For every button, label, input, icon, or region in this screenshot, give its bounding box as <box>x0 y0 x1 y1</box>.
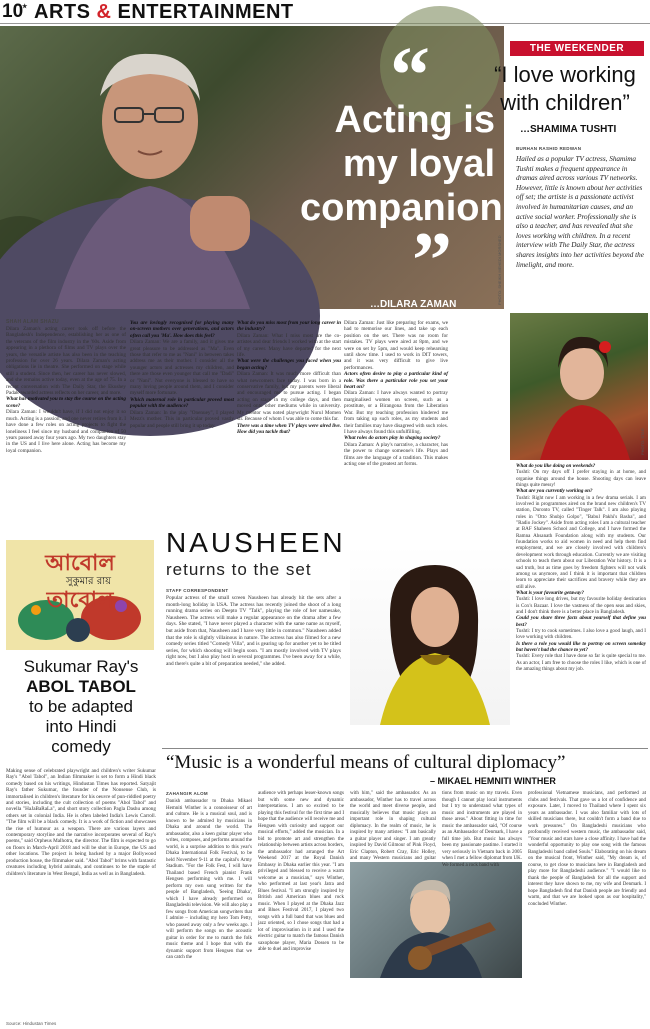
weekender-byline: BURHAN RASHID REDWAN <box>516 146 582 151</box>
abol-headline-line-5: comedy <box>51 737 111 756</box>
music-byline: ZAHANGIR ALOM <box>166 791 208 796</box>
book-author: সুকুমার রায় <box>66 576 112 587</box>
masthead <box>0 0 650 24</box>
music-attribution: – MIKAEL HEMNITI WINTHER <box>430 776 556 786</box>
music-column-3-text: with him," said the ambassador. As an ambassador, Winther has to travel across the world and meet diverse people, and musically believes that music plays an important role in shaping cultural diplomacy. In the realm of music, he is inspired by many artistes: "I am basically a guitar player and singer. I am greatly inspired by David Gilmour of Pink Floyd, Eric Clapton, Robert Cray, Eric Holley, and many Western musicians and guitar <box>350 791 436 861</box>
weekender-attribution: …SHAMIMA TUSHTI <box>520 124 617 135</box>
nausheen-subhead: returns to the set <box>166 560 312 579</box>
page-number: 10 <box>2 1 24 22</box>
music-column-1: Danish ambassador to Dhaka Mikael Hemniti Winther is a connoisseur of art and culture. He is a musical soul, and is known to be admired by musicians in Dhaka and around the world. The ambassador, also a keen guitar player who writes, composes, and performs around the world, is a surprise addition to this year's Dhaka International Folk Festival, to be held November 9-11 at the capital's Army Stadium. "For the Folk Fest, I will have Thailand based French pianist Frank Hengsen performing with me. I will perform my own song written for the people of Bangladesh, 'Seeing Dhaka', which I have already performed on Bangladeshi television. We will also play a few songs from American songwriters that I admire – including my hero Tom Petty, who passed away only a few weeks ago. I will perform the songs on the acoustic guitar in order for me to match the folk music theme and I hope that with the dynamic support from Hengsen that we can catch the <box>166 799 253 960</box>
lead-byline: SHAH ALAM SHAZU <box>6 319 59 325</box>
music-divider <box>162 748 648 749</box>
quote-close-mark: ” <box>412 217 452 305</box>
lead-question: What do you miss most from your long career in the industry? <box>237 320 341 333</box>
weekender-banner: THE WEEKENDER <box>510 41 644 56</box>
abol-tabol-cover <box>6 540 154 650</box>
tushti-photo-credit: PHOTO: STAR <box>640 428 645 455</box>
lead-question: Which maternal role in particular proved most popular with the audience? <box>130 396 234 410</box>
nausheen-photo <box>350 545 510 725</box>
nausheen-body: Popular actress of the small screen Nausheen has already hit the sets after a month-long holiday in USA. The actress has recently joined the shoot of a long running drama series on Deepto TV "Talk", playing the role of her namesake, Nausheen. The actress will make a regular appearance on the drama after a few days. She stated, "I have never played a character with the same name as myself, but aside from that, Nausheen and I have very little in common." Nausheen added that the role is slightly villainous in nature. The actress has also filmed for a new comedy series titled "Comedy Villa", and is gearing up for another yet to be titled series, for which shooting will begin soon. "I am mostly involved with TV plays right now, but I also play host in several programmes. I've been away for a while, and there's quite a bit of preparation needed," she added. <box>166 595 341 667</box>
weekender-question: What are you currently working on? <box>516 488 593 495</box>
music-column-3b <box>350 980 436 1024</box>
music-column-2: audience with perhaps lesser-known songs but with some new and dynamic interpretations. I am so excited to be playing this festival for the first time and I hope that the audience will receive me and Hengsen with curiosity and support our musical efforts," added the musician. In a bid to promote art and strengthen the relationship between artists across borders, the ambassador had arranged the Art Weekend 2017 at the Royal Danish Embassy in Dhaka earlier this year. "I am privileged and blessed to receive a warm welcome as a musician," says Winther, who performed at last year's Jatra and Blues festival. "I am strongly inspired by British and American blues and rock music. When I played at the Dhaka Jazz and Blues Festival 2017, I played two songs with a full band that was blues and jazz oriented, so I chose songs that had a lot of improvisation in it and I used the electric guitar to match the famous Danish saxophone player, Maria Dossen to be able to duel and improvise <box>258 791 344 952</box>
dilara-zaman-photo <box>0 26 504 309</box>
lead-question: What were the challenges you faced when you began acting? <box>237 358 341 371</box>
weekender-answer: Tushti: On my days off I prefer staying in at home, and organise things around the house. Shooting days can leave things quite messy! <box>516 469 646 489</box>
lead-column-2 <box>130 320 234 532</box>
abol-headline-line-4: into Hindi <box>45 717 117 736</box>
weekender-answer: Tushti: I love long drives, but my favourite holiday destination is Cox's Bazaar. I love the vastness of the open seas and skies, and I don't think there is a better place in Bangladesh. <box>516 596 646 615</box>
lead-question: You are lovingly recognised for playing many on-screen mothers over generations, and actors often call you 'Ma'. How does this feel? <box>130 320 234 339</box>
star-logo: ★ <box>22 4 28 10</box>
weekender-question: What do you like doing on weekends? <box>516 463 596 469</box>
lead-column-3 <box>237 320 341 532</box>
weekender-headline-line-1: “I love working <box>494 62 636 87</box>
lead-question: There was a time when TV plays were aired live. How did you tackle that? <box>237 422 341 435</box>
weekender-answer: Tushti: Right now I am working in a few drama serials. I am involved in programmes aired on the brand new children's TV station, Duronto TV, called "Tinger Talk". I am also playing roles in "Otto Shubjo Golpo", "Babul Pakhi's Basha", and "Radio Jockey". Aside from acting roles I am a cultural teacher at BAF Shaheen School and College, and I have formed the Ramna Ahsanath Foundation along with my students. Our foundation works to aid women in need and help them find employment, and we are closely involved with children's development work through education. Currently we are visiting schools to teach them about our Liberation War history. It is a sad truth, but as time goes by freedom fighters will not walk among us anymore, and I think it is important that children learn to appreciate their sacrifices and bravery while they are still alive. <box>516 494 646 590</box>
lead-answer: Dilara Zaman: It was much more difficult than what newcomers face today. I was born in a conservative family, but my parents were liberal and encouraged me to pursue acting. I began acting on stage in my college days, and then moved onto other mediums while in university. My mentor was noted playwright Nurul Momen sir. Because of whom I was able to come this far. <box>237 371 341 423</box>
music-headline: “Music is a wonderful means of cultural diplomacy” <box>166 752 566 773</box>
lead-headline-line-1: Acting is <box>334 99 495 141</box>
weekender-question: Could you share three facts about yourself that define you best? <box>516 615 646 628</box>
lead-headline-line-3: companion <box>300 187 503 229</box>
lead-answer: Dilara Zaman: We are a family, and it gives me great pleasure to be addressed as "Ma". Even those that refer to me as "Nani" in between takes address me as their mother. I consider all the younger actors and actresses my children, and there are those even younger that call me "Dadi" or "Nani". Nut everyone is blessed to have so many loving people around them, and I consider myself more fortunate. <box>130 339 234 397</box>
nausheen-illustration <box>350 545 510 725</box>
lead-photo-credit: PHOTO: SHEIKH MEHEDI MORSHED <box>497 235 502 305</box>
abol-source: Source: Hindustan Times <box>6 1021 57 1026</box>
lead-intro: Dilara Zaman's acting career took off before the Bangladesh's Independence, establishing her as one of the veterans of the film industry in the '60s. Aside from appearing in a plethora of films and TV plays over the years, the versatile artiste has also been in the teaching profession for over 26 years. Dilara Zaman's acting obligations lie in theatre. She performed on stage while still a student. Since then, her career has never slowed, and she remains active today, even at the age of 75. In a recent conversation with The Daily Star, the Ekushey Padak-awarded actress reflects on her career, and more. <box>6 326 126 397</box>
music-column-5: professional Vietnamese musicians, and performed at clubs and festivals. That gave us a lot of confidence and exposure. Later, I moved to Thailand where I spent six years as ambassador. I was also familiar with lots of skilled musicians there, but couldn't form a band due to work pressures." On Bangladeshi musicians who profoundly received western music, the ambassador said, "Your music and stars have a close affinity. I have had the wonderful opportunity to play one song with the famous Bangladeshi band called Souls." Elaborating on his dream on the musical front, Winther said, "My dream is, of course, to get close to musicians here in Bangladesh and play more for Bangladeshi audience." "I would like to thank the people of Bangladesh for all the support and interest they have shown to me, my wife and Denmark. I hope Bangladesh find that Danish people are friendly and warm, and that we are looked upon as our hospitality," concluded Winther. <box>528 791 646 907</box>
weekender-question: What is your favourite getaway? <box>516 589 584 596</box>
lead-answer: Dilara Zaman: In the play "Onenuey", I played Mezz's mother. This in particular proved vastly popular and people still bring it up today. <box>130 409 234 429</box>
weekender-headline-line-2: with children” <box>500 90 630 115</box>
abol-headline-line-2: ABOL TABOL <box>26 677 136 696</box>
abol-headline-line-1: Sukumar Ray's <box>23 657 139 676</box>
lead-question: What roles do actors play in shaping society? <box>344 435 441 442</box>
nausheen-headline: NAUSHEEN <box>166 527 346 558</box>
book-title: আবোল তাবোল <box>45 551 115 613</box>
lead-question: Actors often desire to play a particular kind of role. Was there a particular role you set your heart on? <box>344 371 448 391</box>
lead-column-4 <box>344 320 448 532</box>
lead-attribution: …DILARA ZAMAN <box>370 299 457 310</box>
weekender-answer: Tushti: Every role that I have done so far is quite special to me. As an actor, I am free to choose the roles I like, which is one of the amazing things about my job. <box>516 653 646 672</box>
lead-answer: Dilara Zaman: I wouldn't have, if I did not enjoy it so much. Acting is a passion, and one never retires from it. I have done a few roles on acting projects to fight the loneliness I feel since my husband and companion of 50 years passed away four years ago. My two daughters stay in the US and I live here alone. Acting has become my loyal companion. <box>6 409 126 454</box>
lead-headline <box>300 98 503 230</box>
lead-answer: Dilara Zaman: I have always wanted to portray marginalised women on screen, such as a prostitute, or a Birangona from the Liberation War. But my teaching profession hindered me from taking up such roles, as my students and their families may have disagreed with such roles. I have always found this unfulfilling. <box>344 390 449 435</box>
weekender-answer: Tushti: I try to cook sometimes. I also love a good laugh, and I love working with children. <box>516 627 646 641</box>
section-title: ARTS & ENTERTAINMENT <box>34 1 294 23</box>
lead-headline-line-2: my loyal <box>342 143 495 185</box>
lead-answer: Dilara Zaman: Just like preparing for exams, we had to memorise our lines, and take up each position on the set. There was no room for mistakes. TV plays were aired at 8pm, and we were on set by 5pm, and would keep rehearsing until show time. I used to work in DIT towers, and it was very difficult to give live performances. <box>344 320 448 371</box>
abol-headline-line-3: to be adapted <box>29 697 133 716</box>
lead-question: What has motivated you to stay the course on the acting scene? <box>6 396 126 409</box>
nausheen-byline: STAFF CORRESPONDENT <box>166 588 229 593</box>
tushti-illustration <box>510 313 648 460</box>
weekender-intro: Hailed as a popular TV actress, Shamima Tushti makes a frequent appearance in dramas aired across various TV networks. However, little is known about her activities off set; the artiste is a passionate activist involved in humanitarian causes, and an active social worker. Professionally she is also a teacher, and has revealed that she loves working with children. In a recent interview with The Daily Star, the actress shares insights into her activities beyond the limelight, and more. <box>516 155 644 269</box>
abol-body: Making sense of celebrated playwright and children's writer Sukumar Ray's "Abol Tabol", an Indian filmmaker is set to form a Hindi black comedy based on his writings, Hindustan Times has reported. Satyajit Ray's father Sukumar, the founder of the Nonsense Club, is immortalised in children's literature for his oeuvre of pun-riddled poetry and stories, including the cult collection of poems "Abol Tabol" and novella "HaJaBaRaLa", and short story collection Pagla Dashu among others set in colonial India. He is often labeled India's Lewis Carroll. "The film will be a black comedy. It is a work of fiction and showcases the rise of humour as a weapon. There are various layers and contemporary storyline and the narrative incorporates several of Ray's poems," said Orpheus Malhotra, the director. The film is expected to go on floors in March-April 2018 and will be shot in Europe, the US and other locations. The project is being backed by a major Bollywood production house, the filmmaker said. "Abol Tabol" brims with fantastic creatures including hybrid animals, and continues to be the staple of children's literature in West Bengal, India as well as in Bangladesh. <box>6 768 157 877</box>
weekender-column <box>516 463 646 747</box>
shamima-tushti-photo <box>510 313 648 460</box>
music-column-4: tions from music on my travels. Even though I cannot play local instruments but I try to understand what types of music and instruments are played in those areas." About fitting in time for music the ambassador said, "Of course as an Ambassador of Denmark, I have a full time job. But music has always been my passionate pastime. I started it very seriously in Vietnam back in 2005 when I met a fellow diplomat from UK. We formed a rock band with <box>442 791 522 868</box>
lead-column-1 <box>6 326 126 532</box>
weekender-headline <box>484 61 646 117</box>
weekender-question: Is there a role you would like to portray on screen someday but haven't had the chance to yet? <box>516 640 646 653</box>
lead-answer: Dilara Zaman: A play's narrative, a character, has the power to change someone's life. Plays and films are the language of a tradition. This makes acting one of the greatest art forms. <box>344 441 448 467</box>
quote-open-mark: “ <box>390 32 430 120</box>
lead-answer: Dilara Zaman: What I miss most are the co-artistes and dear friends I worked with at the start of my career. Many have departed for the next life. <box>237 332 341 359</box>
music-column-3a <box>350 791 436 861</box>
abol-headline <box>6 657 156 757</box>
